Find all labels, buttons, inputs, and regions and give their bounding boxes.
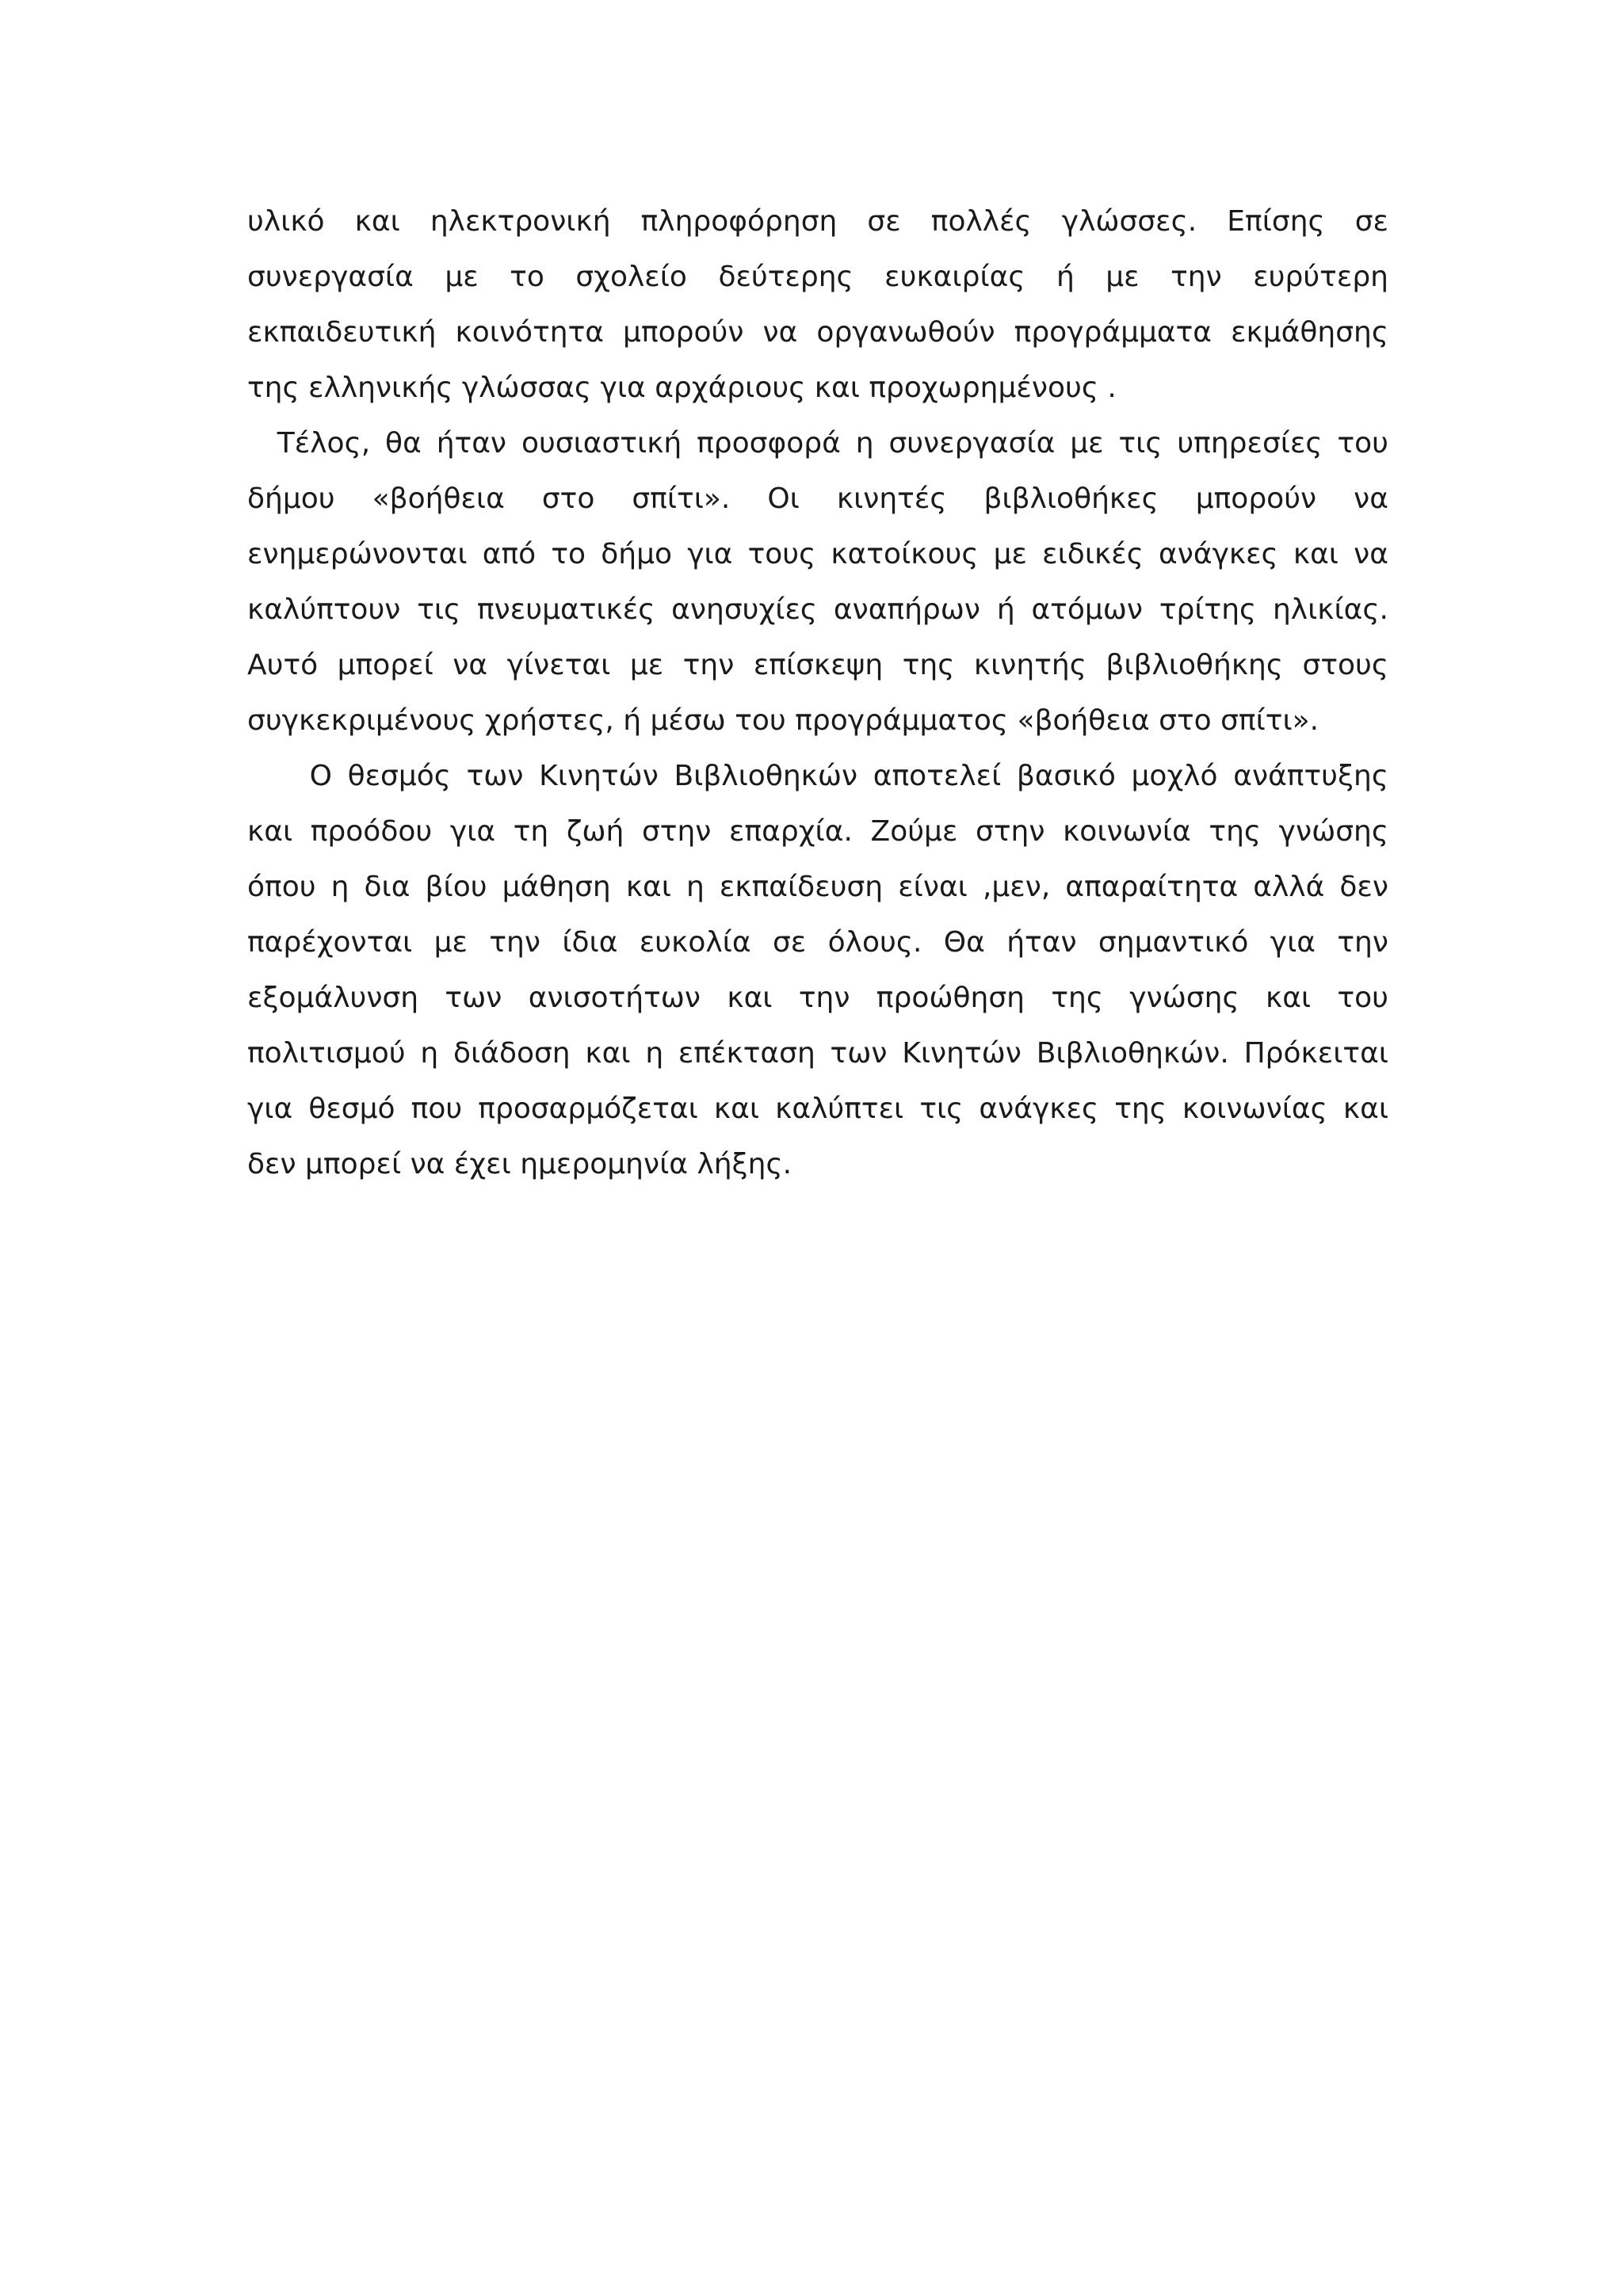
text-line: πολιτισμού η διάδοση και η επέκταση των Κινητών Βιβλιοθηκών. Πρόκειται (247, 1037, 1388, 1070)
text-line: όπου η δια βίου μάθηση και η εκπαίδευση είναι ,μεν, απαραίτητα αλλά δεν (247, 871, 1388, 903)
text-line: και προόδου για τη ζωή στην επαρχία. Ζούμε στην κοινωνία της γνώσης (247, 815, 1388, 848)
paragraph-2 (247, 416, 1388, 749)
text-line: δεν μπορεί να έχει ημερομηνία λήξης. (247, 1148, 792, 1180)
text-line: δήμου «βοήθεια στο σπίτι». Οι κινητές βιβλιοθήκες μπορούν να (247, 482, 1388, 515)
text-line: για θεσμό που προσαρμόζεται και καλύπτει τις ανάγκες της κοινωνίας και (247, 1093, 1388, 1125)
text-line: Αυτό μπορεί να γίνεται με την επίσκεψη της κινητής βιβλιοθήκης στους (247, 649, 1388, 681)
text-line: συγκεκριμένους χρήστες, ή μέσω του προγράμματος «βοήθεια στο σπίτι». (247, 704, 1319, 737)
body-text (247, 194, 1388, 1192)
text-line: παρέχονται με την ίδια ευκολία σε όλους. Θα ήταν σημαντικό για την (247, 926, 1388, 959)
text-line: συνεργασία με το σχολείο δεύτερης ευκαιρίας ή με την ευρύτερη (247, 261, 1388, 293)
text-line: υλικό και ηλεκτρονική πληροφόρηση σε πολλές γλώσσες. Επίσης σε (247, 205, 1388, 238)
text-line: Τέλος, θα ήταν ουσιαστική προσφορά η συνεργασία με τις υπηρεσίες του (247, 427, 1388, 460)
text-line: εκπαιδευτική κοινότητα μπορούν να οργανωθούν προγράμματα εκμάθησης (247, 316, 1388, 349)
text-line: εξομάλυνση των ανισοτήτων και την προώθηση της γνώσης και του (247, 982, 1388, 1014)
paragraph-3 (247, 749, 1388, 1192)
text-line: Ο θεσμός των Κινητών Βιβλιοθηκών αποτελεί βασικό μοχλό ανάπτυξης (247, 760, 1388, 792)
paragraph-1 (247, 194, 1388, 416)
text-line: της ελληνικής γλώσσας για αρχάριους και προχωρημένους . (247, 372, 1117, 404)
text-line: καλύπτουν τις πνευματικές ανησυχίες αναπήρων ή ατόμων τρίτης ηλικίας. (247, 593, 1388, 626)
text-line: ενημερώνονται από το δήμο για τους κατοίκους με ειδικές ανάγκες και να (247, 538, 1388, 570)
